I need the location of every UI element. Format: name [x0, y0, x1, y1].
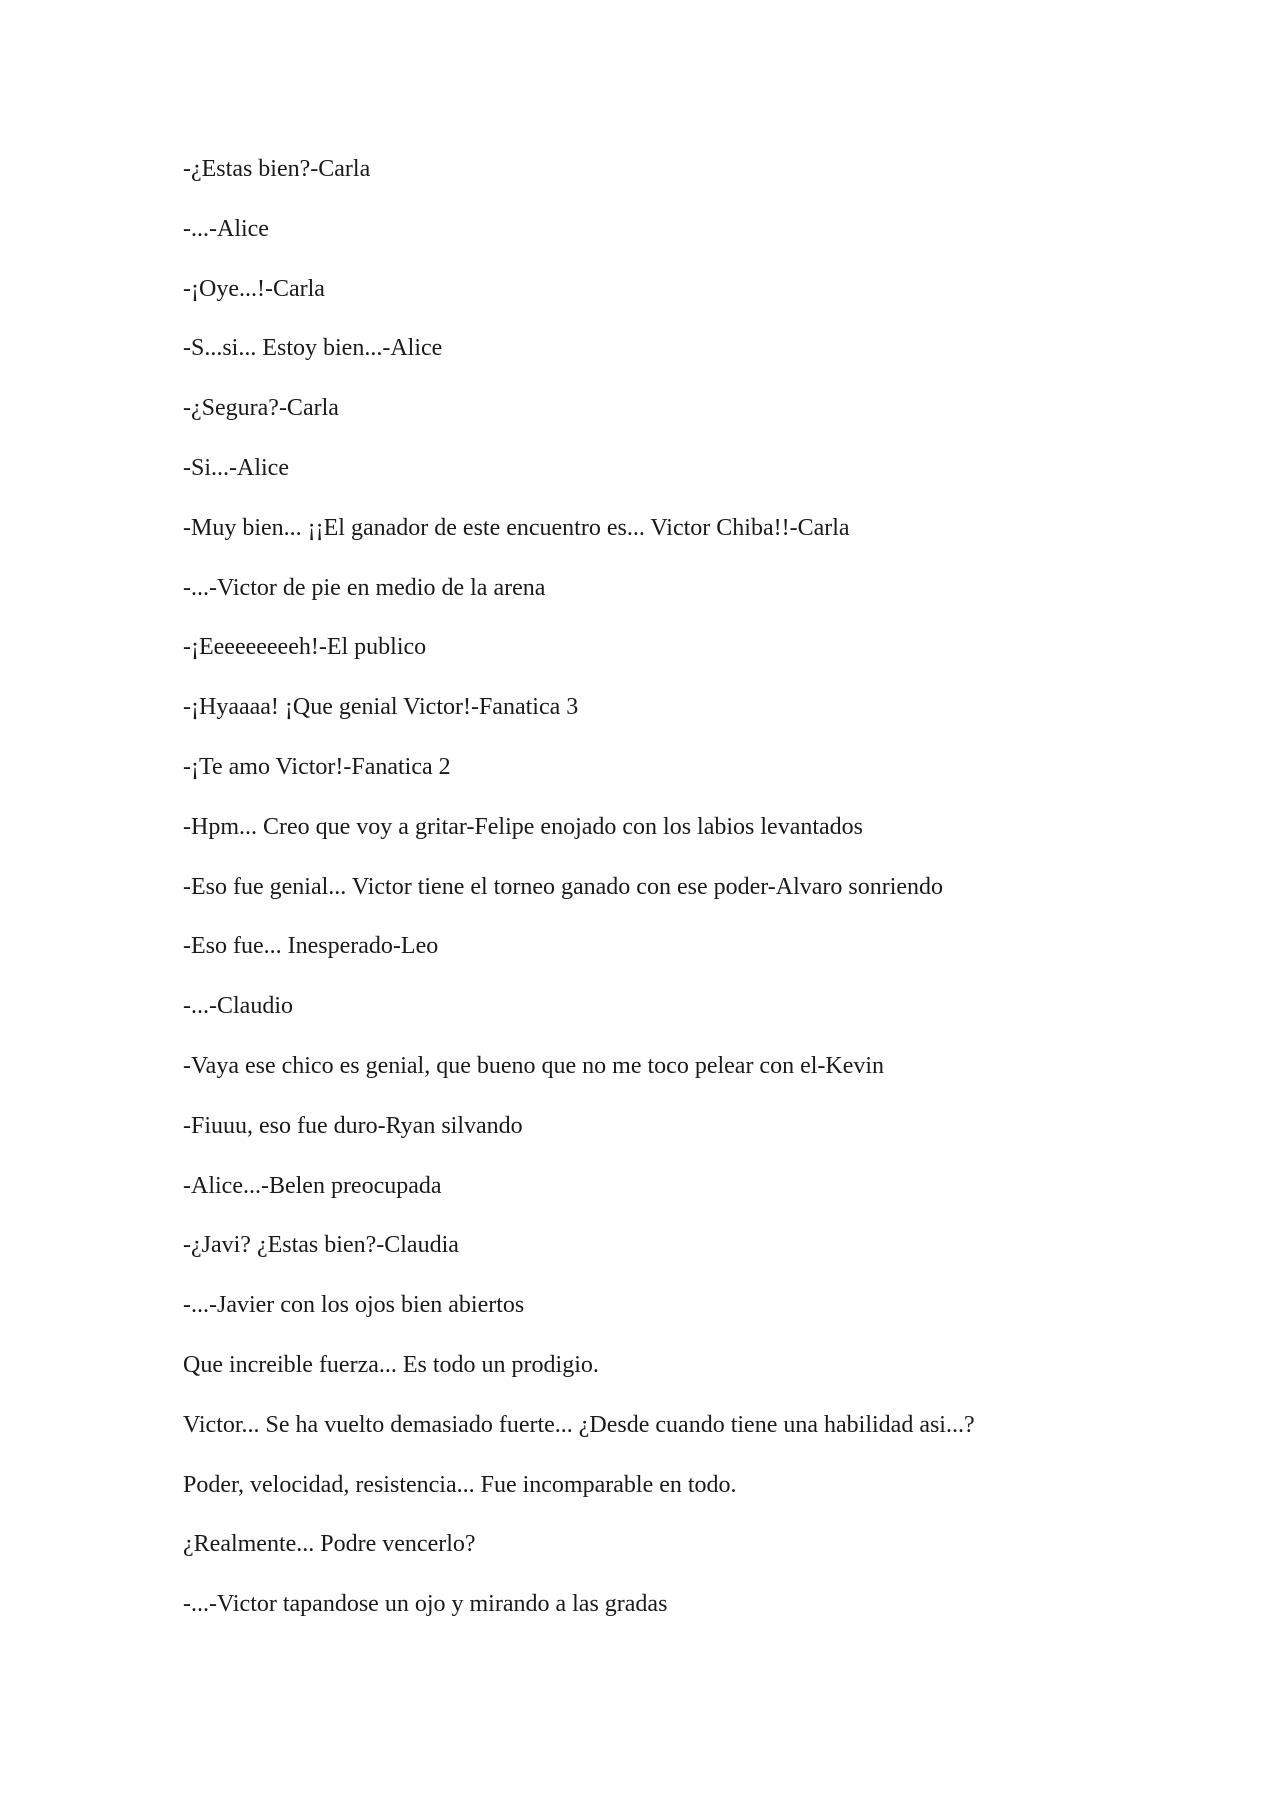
text-line: -¿Segura?-Carla	[183, 395, 339, 422]
text-line: -¡Eeeeeeeeeh!-El publico	[183, 634, 427, 661]
text-line: -¡Hyaaaa! ¡Que genial Victor!-Fanatica 3	[183, 694, 579, 721]
text-line: -...-Javier con los ojos bien abiertos	[183, 1292, 525, 1319]
text-line: -Alice...-Belen preocupada	[183, 1172, 442, 1199]
text-line: -Fiuuu, eso fue duro-Ryan silvando	[183, 1112, 523, 1139]
text-line: Que increible fuerza... Es todo un prodigio.	[183, 1351, 599, 1378]
text-line: -¿Javi? ¿Estas bien?-Claudia	[183, 1232, 459, 1259]
text-line: -¿Estas bien?-Carla	[183, 156, 371, 182]
text-line: Victor... Se ha vuelto demasiado fuerte... ¿Desde cuando tiene una habilidad asi...?	[183, 1411, 975, 1438]
document-body	[183, 151, 1183, 1646]
text-line: -Eso fue genial... Victor tiene el torneo ganado con ese poder-Alvaro sonriendo	[183, 873, 944, 900]
text-line: -Muy bien... ¡¡El ganador de este encuentro es... Victor Chiba!!-Carla	[183, 514, 850, 541]
text-line: Poder, velocidad, resistencia... Fue incomparable en todo.	[183, 1471, 737, 1498]
text-line: -S...si... Estoy bien...-Alice	[183, 335, 443, 362]
text-line: -¡Te amo Victor!-Fanatica 2	[183, 753, 451, 780]
text-line: -...-Victor de pie en medio de la arena	[183, 574, 546, 601]
text-line: -...-Victor tapandose un ojo y mirando a las gradas	[183, 1591, 668, 1618]
text-line: -...-Alice	[183, 215, 269, 242]
text-line: ¿Realmente... Podre vencerlo?	[183, 1531, 476, 1558]
text-line: -Eso fue... Inesperado-Leo	[183, 933, 439, 960]
text-line: -Vaya ese chico es genial, que bueno que no me toco pelear con el-Kevin	[183, 1052, 885, 1079]
text-line: -¡Oye...!-Carla	[183, 275, 325, 302]
text-line: -Hpm... Creo que voy a gritar-Felipe enojado con los labios levantados	[183, 813, 864, 840]
text-line: -Si...-Alice	[183, 454, 289, 481]
text-line: -...-Claudio	[183, 993, 293, 1020]
